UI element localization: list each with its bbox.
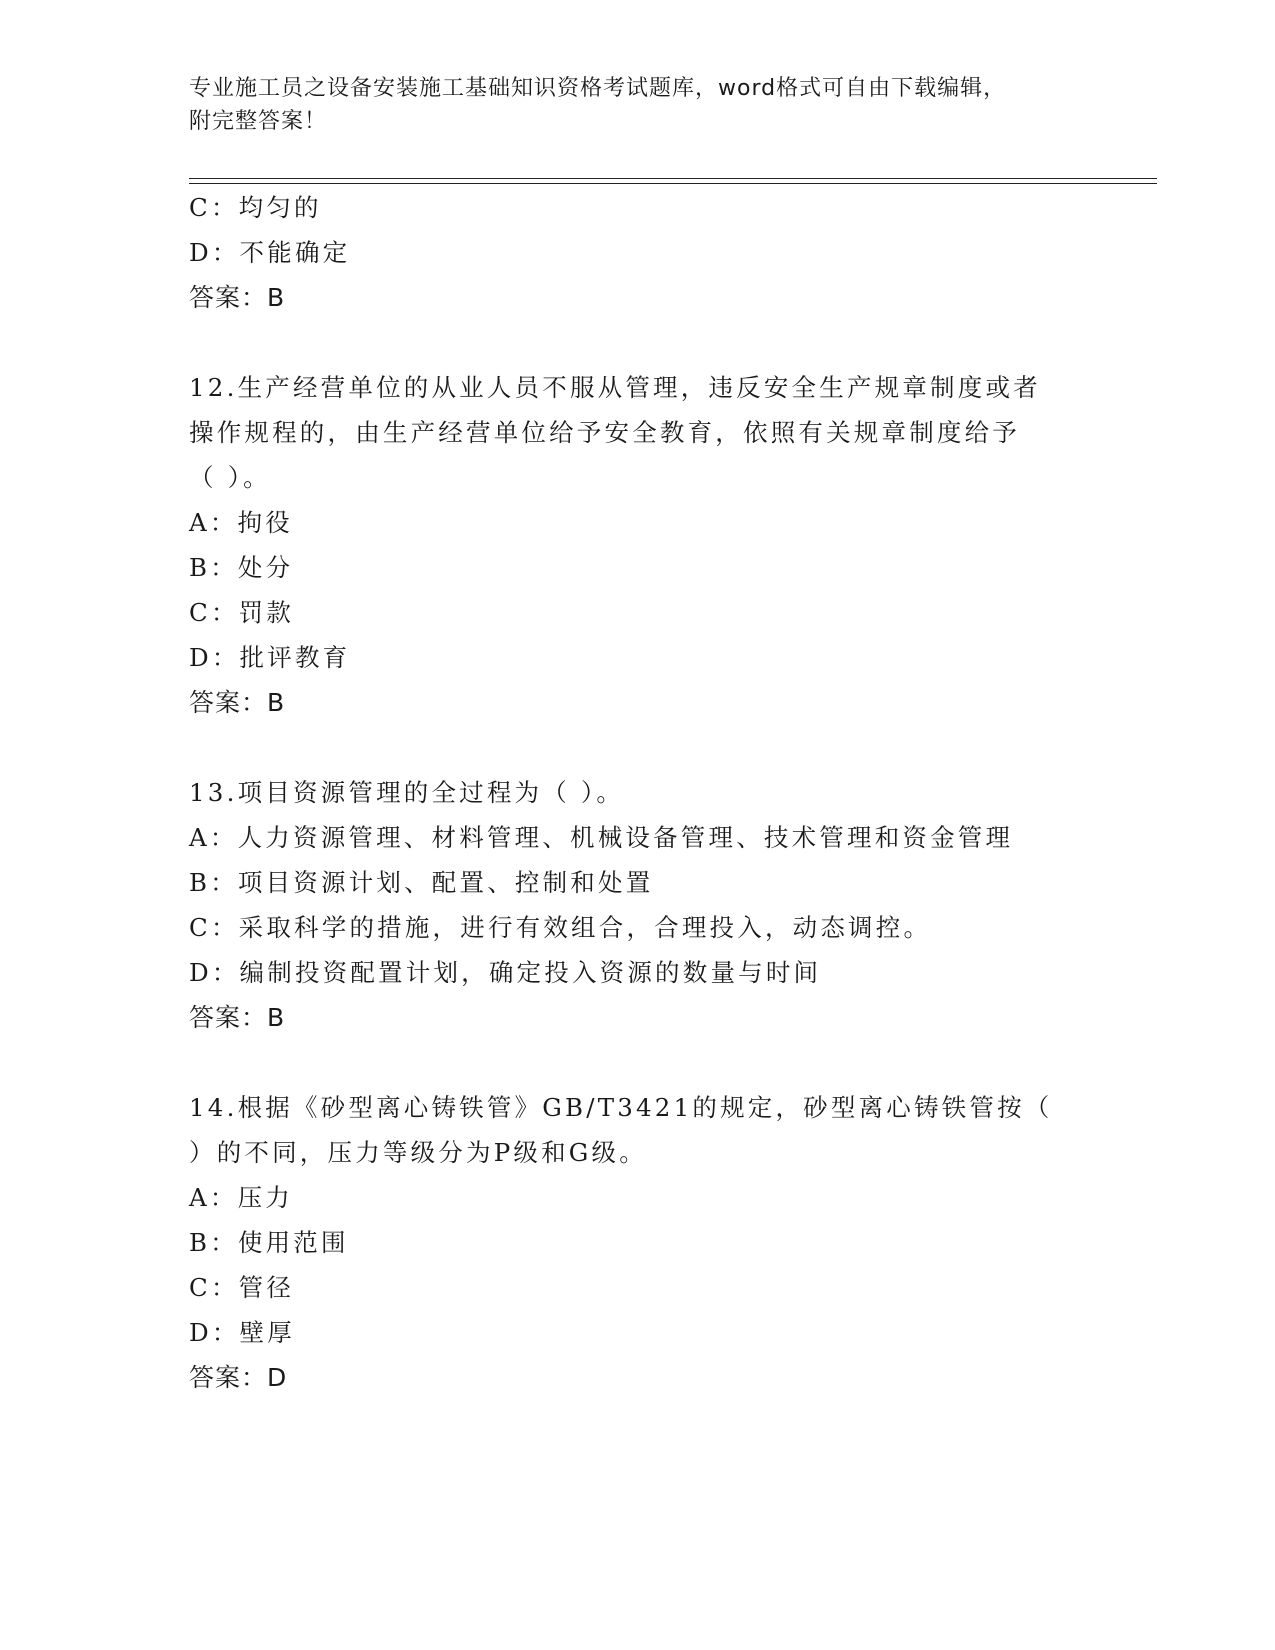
q11-answer: 答案：B [189, 283, 286, 312]
q11-option-d: D：不能确定 [189, 238, 351, 267]
q14-option-a: A：压力 [189, 1183, 293, 1212]
q14-option-b: B：使用范围 [189, 1228, 349, 1257]
q14-stem-line-2: ）的不同，压力等级分为P级和G级。 [189, 1138, 647, 1167]
q12-stem-line-2: 操作规程的，由生产经营单位给予安全教育，依照有关规章制度给予 [189, 418, 1020, 447]
q13-answer: 答案：B [189, 1003, 286, 1032]
header-divider-bottom [189, 183, 1157, 184]
header-line-1: 专业施工员之设备安装施工基础知识资格考试题库，word格式可自由下载编辑， [189, 76, 1007, 101]
q14-stem-line-1: 14.根据《砂型离心铸铁管》GB/T3421的规定，砂型离心铸铁管按（ [189, 1093, 1053, 1122]
q13-option-c: C：采取科学的措施，进行有效组合，合理投入，动态调控。 [189, 913, 932, 942]
q13-option-b: B：项目资源计划、配置、控制和处置 [189, 868, 654, 897]
q13-option-d: D：编制投资配置计划，确定投入资源的数量与时间 [189, 958, 822, 987]
q13-option-a: A：人力资源管理、材料管理、机械设备管理、技术管理和资金管理 [189, 823, 1014, 852]
q12-option-a: A：拘役 [189, 508, 293, 537]
header-line-2: 附完整答案！ [189, 109, 328, 134]
q14-option-c: C：管径 [189, 1273, 295, 1302]
document-header [189, 72, 1089, 138]
q12-answer: 答案：B [189, 688, 286, 717]
q12-stem-line-3: （ ）。 [189, 463, 271, 492]
q13-stem-line-1: 13.项目资源管理的全过程为（ ）。 [189, 778, 625, 807]
q11-option-c: C：均匀的 [189, 193, 322, 222]
q12-option-c: C：罚款 [189, 598, 295, 627]
q14-answer: 答案：D [189, 1363, 288, 1392]
q14-option-d: D：壁厚 [189, 1318, 295, 1347]
q12-option-b: B：处分 [189, 553, 294, 582]
q12-option-d: D：批评教育 [189, 643, 351, 672]
header-divider-top [189, 178, 1157, 179]
q12-stem-line-1: 12.生产经营单位的从业人员不服从管理，违反安全生产规章制度或者 [189, 373, 1041, 402]
